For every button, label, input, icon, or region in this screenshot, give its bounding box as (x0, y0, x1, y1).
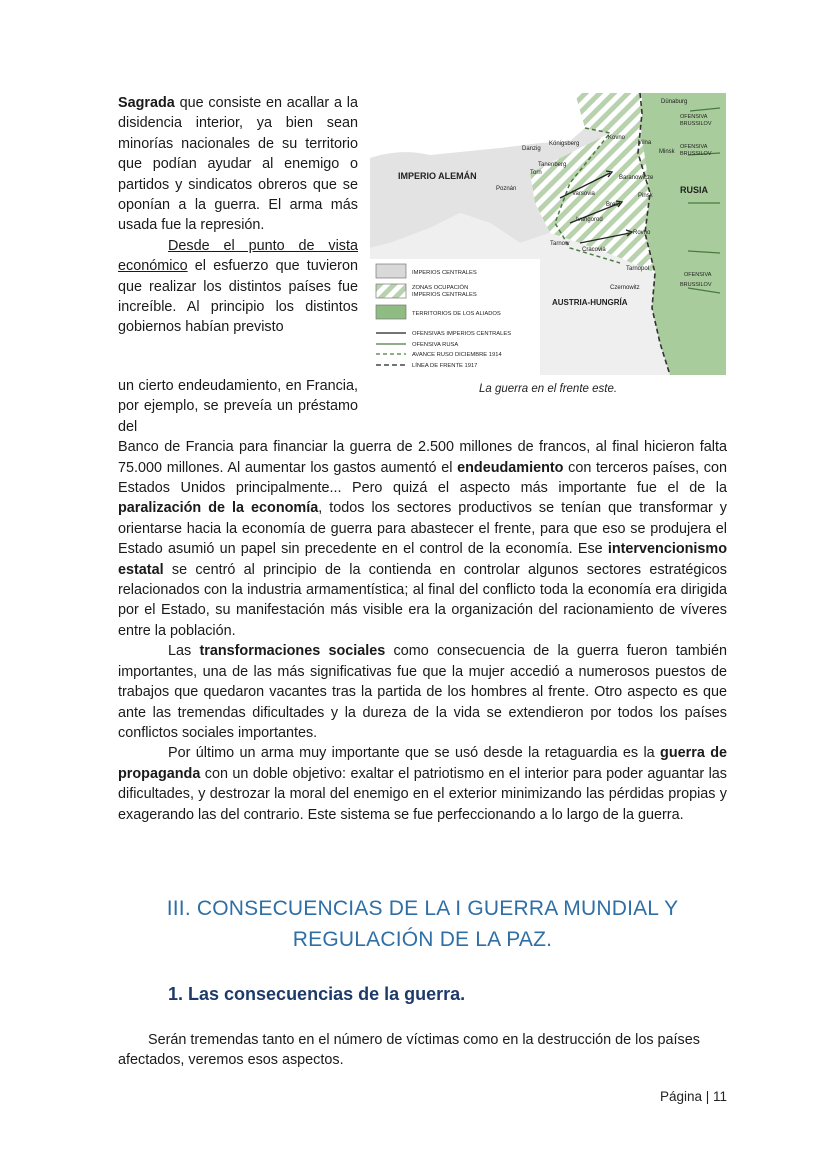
offensive-top-2: BRUSSILOV (680, 121, 712, 127)
intro-column (118, 93, 358, 338)
region-label-germany: IMPERIO ALEMÁN (398, 171, 477, 181)
city-ivangorod: Ivangorod (576, 217, 603, 223)
subsection-title: 1. Las consecuencias de la guerra. (168, 984, 466, 1004)
underlined-term: Desde el punto de vista económico (118, 237, 358, 275)
offensive-bottom-1: OFENSIVA (684, 272, 712, 278)
offensive-mid-1: OFENSIVA (680, 144, 708, 150)
city-kovno: Kovno (608, 135, 626, 141)
region-label-austria: AUSTRIA-HUNGRÍA (552, 298, 628, 307)
region-label-russia: RUSIA (680, 185, 709, 195)
city-torn: Torn (530, 170, 542, 176)
city-minsk: Minsk (659, 149, 675, 155)
legend-linea: LÍNEA DE FRENTE 1917 (412, 363, 478, 369)
city-tarnow: Tarnow (550, 241, 570, 247)
section-title: III. CONSECUENCIAS DE LA I GUERRA MUNDIAL Y REGULACIÓN DE LA PAZ. (166, 897, 679, 951)
intro-paragraph-1: Sagrada que consiste en acallar a la disidencia interior, ya bien sean minorías nacionales de su territorio que podían ayudar al enemigo o partidos y sindicatos obreros que se oponían a la guerra. El arma más usada fue la represión. (118, 95, 358, 234)
eastern-front-map (370, 93, 726, 375)
map-legend (370, 259, 540, 375)
body-paragraph-propaganda: Por último un arma muy importante que se usó desde la retaguardia es la guerra de propaganda con un doble objetivo: exaltar el patriotismo en el interior para poder aguantar las dificultades, y destrozar la moral del enemigo en el exterior minimizando las pérdidas propias y exagerando las del contrario. Este sistema se fue perfeccionando a lo largo de la guerra. (118, 745, 727, 823)
section-paragraph: Serán tremendas tanto en el número de víctimas como en la destrucción de los países afectados, veremos esos aspectos. (118, 1032, 700, 1069)
legend-ofensivas: OFENSIVAS IMPERIOS CENTRALES (412, 331, 512, 337)
legend-ofensiva-rusa: OFENSIVA RUSA (412, 342, 459, 348)
city-poznan: Poznán (496, 186, 517, 192)
body-paragraph-narrow: un cierto endeudamiento, en Francia, por ejemplo, se preveía un préstamo del (118, 378, 358, 435)
page-number: Página | 11 (659, 1089, 727, 1104)
intro-paragraph-2: Desde el punto de vista económico el esfuerzo que tuvieron que realizar los distintos países fue increíble. Al principio los distintos gobiernos habían previsto (118, 237, 358, 336)
legend-aliados: TERRITORIOS DE LOS ALIADOS (412, 311, 501, 317)
legend-zonas-2: IMPERIOS CENTRALES (412, 292, 477, 298)
city-konigsberg: Königsberg (549, 141, 580, 147)
city-baranowicze: Baranowicze (619, 175, 654, 181)
city-varsovia: Varsovia (572, 191, 595, 197)
body-text (118, 376, 727, 825)
city-dunaburg: Dünaburg (661, 99, 688, 105)
city-tanenberg: Tanenberg (538, 162, 567, 168)
offensive-top-1: OFENSIVA (680, 114, 708, 120)
city-pinsk: Pinsk (638, 193, 653, 199)
city-tarnopol: Tarnopol (626, 266, 650, 272)
legend-zonas-1: ZONAS OCUPACIÓN (412, 285, 469, 291)
city-danzig: Danzig (522, 146, 541, 152)
bold-term: Sagrada (118, 95, 175, 111)
figure-caption: La guerra en el frente este. (478, 383, 618, 395)
legend-imperios: IMPERIOS CENTRALES (412, 270, 477, 276)
offensive-bottom-2: BRUSSILOV (680, 282, 712, 288)
city-czernowitz: Czernowitz (610, 285, 640, 291)
body-paragraph-social: Las transformaciones sociales como consecuencia de la guerra fueron también importantes, una de las más significativas fue que la mujer accedió a numerosos puestos de trabajos que quedaron vacantes tras la partida de los hombres al frente. Otro aspecto es que ante las tremendas dificultades y la dureza de la vida se extendieron por todos los países conflictos sociales importantes. (118, 643, 727, 741)
city-cracovia: Cracovia (582, 247, 606, 253)
offensive-mid-2: BRUSSILOV (680, 151, 712, 157)
body-paragraph-economy: Banco de Francia para financiar la guerra de 2.500 millones de francos, al final hicieron falta 75.000 millones. Al aumentar los gastos aumentó el endeudamiento con terceros países, con Estados Unidos principalmente... Pero quizá el aspecto más importante fue el de la paralización de la economía, todos los sectores productivos se tenían que transformar y orientarse hacia la economía de guerra para abastecer el frente, para que eso se produjera el Estado asumió un papel sin precedente en el control de la economía. Ese intervencionismo estatal se centró al principio de la contienda en controlar algunos sectores estratégicos relacionados con la industria armamentística; al final del conflicto toda la economía era dirigida por el Estado, su manifestación más visible era la organización del racionamiento de víveres entre la población. (118, 439, 727, 639)
city-rovno: Rovno (633, 230, 651, 236)
city-brest: Brest (606, 202, 621, 208)
legend-avance: AVANCE RUSO DICIEMBRE 1914 (412, 352, 502, 358)
city-vilna: Vilna (638, 140, 652, 146)
